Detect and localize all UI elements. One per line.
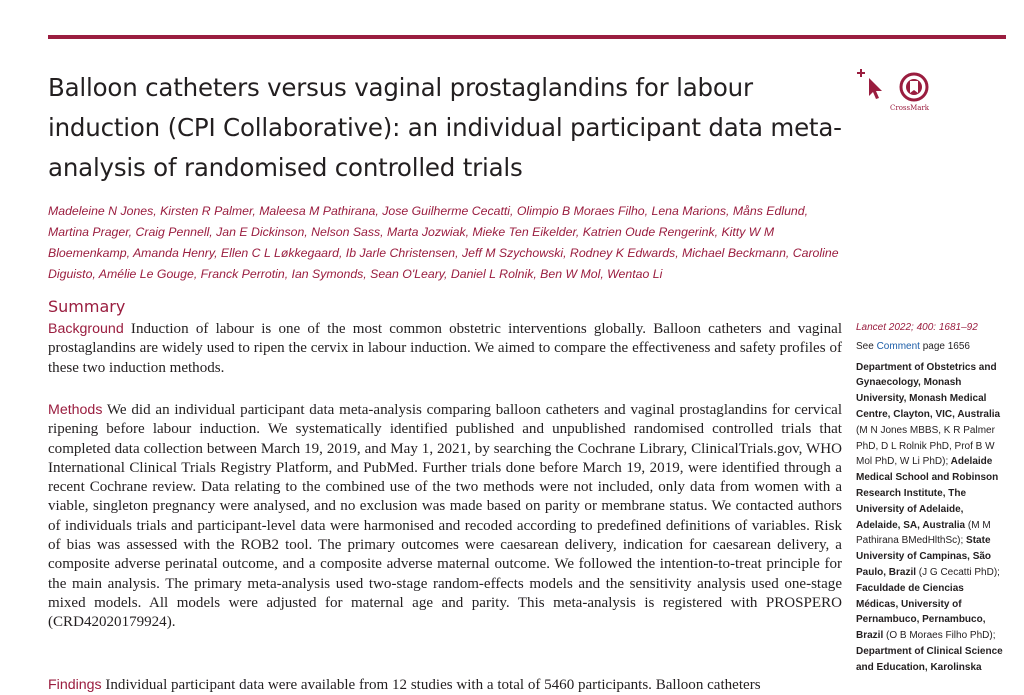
affiliation-authors: (M N Jones MBBS, K R Palmer PhD, D L Rolnik PhD, Prof B W Mol PhD, W Li PhD); <box>856 424 995 468</box>
crossmark-label: CrossMark <box>890 104 930 112</box>
affiliation-name: Adelaide Medical School and Robinson Research Institute, The University of Adelaide, Adelaide, SA, Australia <box>856 456 999 531</box>
methods-label: Methods <box>48 402 103 418</box>
affiliation-name: Department of Clinical Science and Education, Karolinska <box>856 645 1003 673</box>
article-title: Balloon catheters versus vaginal prostaglandins for labour induction (CPI Collaborative): an individual participant data meta-analysis of randomised controlled trials <box>48 73 842 182</box>
background-label: Background <box>48 321 124 337</box>
findings-text: Individual participant data were available from 12 studies with a total of 5460 participants. Balloon catheters <box>101 677 761 693</box>
affiliation-authors: (M M Pathirana BMedHlthSc); <box>856 519 991 547</box>
journal-citation: Lancet 2022; 400: 1681–92 <box>856 322 978 333</box>
background-paragraph <box>48 320 842 378</box>
findings-label: Findings <box>48 677 102 693</box>
see-prefix: See <box>856 340 877 352</box>
summary-heading: Summary <box>48 297 126 316</box>
comment-link[interactable]: Comment <box>876 340 920 352</box>
background-text: Induction of labour is one of the most common obstetric interventions globally. Balloon catheters and vaginal prostaglandins are widely used to ripen the cervix in labour induction. We aimed to compare the effectiveness and safety profiles of these two induction methods. <box>48 321 842 376</box>
author-list: Madeleine N Jones, Kirsten R Palmer, Maleesa M Pathirana, Jose Guilherme Cecatti, Olimpio B Moraes Filho, Lena Marions, Måns Edlund, Martina Prager, Craig Pennell, Jan E Dickinson, Nelson Sass, Marta Jozwiak, Mieke Ten Eikelder, Katrien Oude Rengerink, Kitty W M Bloemenkamp, Amanda Henry, Ellen C L Løkkegaard, Ib Jarle Christensen, Jeff M Szychowski, Rodney K Edwards, Michael Beckmann, Caroline Diguisto, Amélie Le Gouge, Franck Perrotin, Ian Symonds, Sean O'Leary, Daniel L Rolnik, Ben W Mol, Wentao Li <box>48 204 839 281</box>
see-suffix: page 1656 <box>919 340 970 352</box>
findings-paragraph <box>48 676 842 695</box>
see-comment <box>856 339 1006 355</box>
methods-paragraph <box>48 401 842 633</box>
affiliation-name: Faculdade de Ciencias Médicas, University of Pernambuco, Pernambuco, Brazil <box>856 582 986 642</box>
affiliations <box>856 360 1006 676</box>
methods-text: We did an individual participant data meta-analysis comparing balloon catheters and vaginal prostaglandins for cervical ripening before labour induction. We systematically identified published and unpublished randomised controlled trials that completed data collection between March 19, 2019, and May 1, 2021, by searching the Cochrane Library, ClinicalTrials.gov, WHO International Clinical Trials Registry Platform, and PubMed. Further trials done before March 19, 2019, were identified through a recent Cochrane review. Data relating to the combined use of the two methods were not included, only data from women with a viable, singleton pregnancy were analysed, and no exclusion was made based on parity or membrane status. We contacted authors of individuals trials and participant-level data were harmonised and recoded according to predefined definitions of variables. Risk of bias was assessed with the ROB2 tool. The primary outcomes were caesarean delivery, indication for caesarean delivery, a composite adverse perinatal outcome, and a composite adverse maternal outcome. We followed the intention-to-treat principle for the main analysis. The primary meta-analysis used two-stage random-effects models and the sensitivity analysis used one-stage mixed models. All models were adjusted for maternal age and parity. This meta-analysis is registered with PROSPERO (CRD42020179924). <box>48 402 842 631</box>
margin-sidebar <box>856 320 1006 676</box>
affiliation-name: State University of Campinas, São Paulo, Brazil <box>856 535 992 578</box>
affiliation-name: Department of Obstetrics and Gynaecology, Monash University, Monash Medical Centre, Clayton, VIC, Australia <box>856 361 1001 420</box>
affiliation-authors: (O B Moraes Filho PhD); <box>883 630 996 642</box>
affiliation-authors: (J G Cecatti PhD); <box>916 566 1000 578</box>
top-rule <box>48 35 1006 39</box>
